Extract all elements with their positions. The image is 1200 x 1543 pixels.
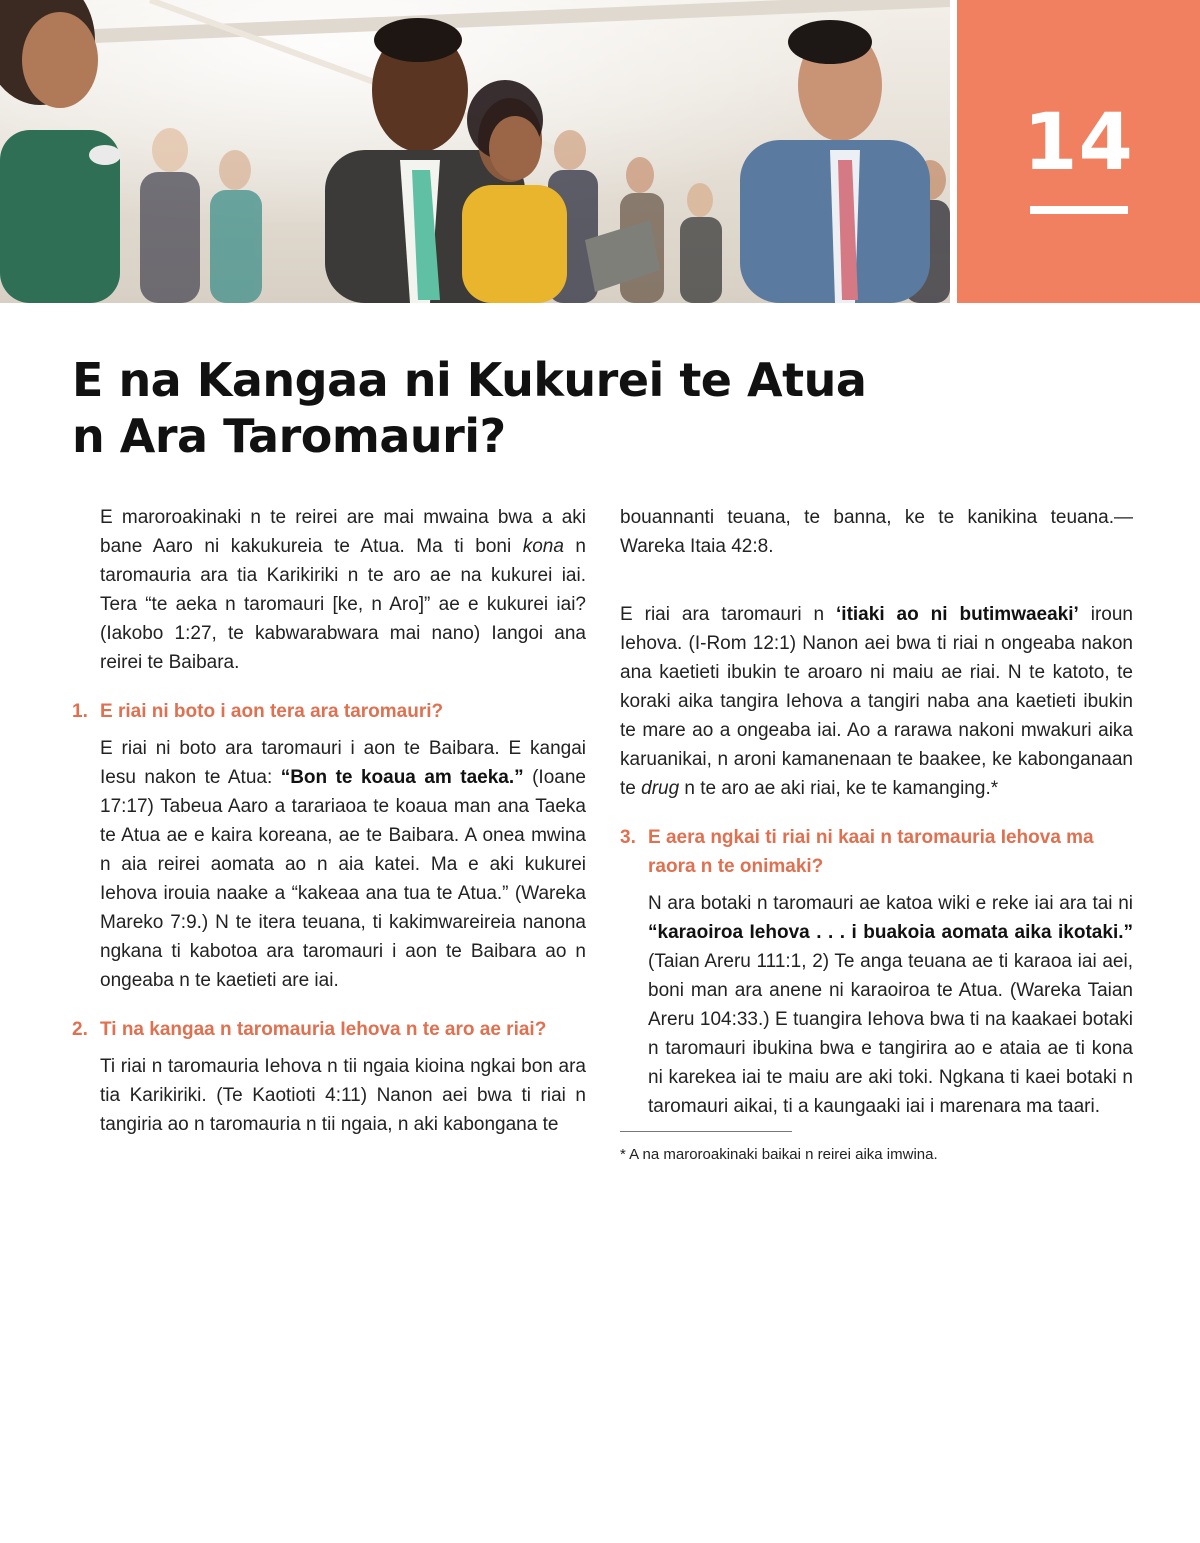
q2-p2-text-1: E riai ara taromauri n (620, 604, 837, 625)
congregation-singing-photo-icon (0, 0, 950, 303)
page-title-line2: n Ara Taromauri? (72, 409, 506, 463)
q2-p2-text-3: n te aro ae aki riai, ke te kamanging.* (679, 778, 999, 799)
question-1-text: E riai ni boto i aon tera ara taromauri? (100, 701, 444, 722)
question-2-paragraph-2 (620, 600, 1133, 803)
chapter-rule (1030, 206, 1128, 214)
intro-emphasis: kona (522, 536, 564, 557)
question-2-heading (72, 1015, 586, 1044)
question-1-heading (72, 697, 586, 726)
question-3-paragraph (620, 889, 1133, 1121)
question-2-text: Ti na kangaa n taromauria Iehova n te aro ae riai? (100, 1019, 547, 1040)
intro-text-1: E maroroakinaki n te reirei are mai mwaina bwa a aki bane Aaro ni kakukureia te Atua. Ma ti boni (100, 507, 586, 557)
question-3-number: 3. (620, 827, 636, 848)
question-2-paragraph-1-continued (620, 503, 1133, 590)
footnote-divider (620, 1131, 792, 1132)
footnote: * A na maroroakinaki baikai n reirei aika imwina. (620, 1146, 938, 1163)
question-3-text: E aera ngkai ti riai ni kaai n taromauria Iehova ma raora n te onimaki? (648, 827, 1094, 877)
question-2-paragraph-1: Ti riai n taromauria Iehova n tii ngaia kioina ngkai bon ara tia Karikiriki. (Te Kaotioti 4:11) Nanon aei bwa ti riai n tangiria ao n taromauria n tii ngaia, n aki kabongana te (100, 1056, 586, 1135)
q2-p2-text-2: iroun Iehova. (I-Rom 12:1) Nanon aei bwa ti riai n ongeaba nakon ana kaetieti ibukin te aroaro ni maiu ae riai. N te katoto, te koraki aika tangira Iehova a tangiri naba ana kaetieti ibukin te mare ao a ongeaba iai. Ao a rarawa nakoni mwakuri aika karuanikai, n aroni kamanenaan te baakee, ke kabonganaan te (620, 604, 1133, 799)
left-column (72, 503, 586, 1149)
chapter-number: 14 (1023, 98, 1134, 188)
right-column (620, 503, 1133, 1166)
q2-p2-emphasis: drug (641, 778, 680, 799)
page-title (72, 352, 972, 464)
q2-p2-bold: ‘itiaki ao ni butimwaeaki’ (836, 604, 1079, 625)
chapter-box (957, 0, 1200, 303)
q1-bold-quote: “Bon te koaua am taeka.” (280, 767, 524, 788)
question-1-number: 1. (72, 701, 88, 722)
q1-text-2: (Ioane 17:17) Tabeua Aaro a tarariaoa te koaua man ana Taeka te Atua ae e kaira koreana, ae te Baibara. A onea mwina n aia reirei aomata ao n aia katei. Ma e aki kukurei Iehova irouia naake a “kakeaa ana tua te Atua.” (Wareka Mareko 7:9.) N te itera teuana, ti kakimwareireia nanona ngkana ti kabotoa ara taromauri i aon te Baibara ao n ongeaba n te kaetieti are iai. (100, 767, 586, 991)
intro-text-2: n taromauria ara tia Karikiriki n te aro ae na kukurei iai. Tera “te aeka n taromauri [ke, n Aro]” ae e kukurei iai? (Iakobo 1:27, te kabwarabwara mai nano) Iangoi ana reirei te Baibara. (100, 536, 586, 673)
q3-text-1: N ara botaki n taromauri ae katoa wiki e reke iai ara tai ni (648, 893, 1133, 914)
q1-text-1: E riai ni boto ara taromauri i aon te Baibara. E kangai Iesu nakon te Atua: (100, 738, 586, 788)
q3-bold-quote: “karaoiroa Iehova . . . i buakoia aomata aika ikotaki.” (648, 922, 1133, 943)
question-2-number: 2. (72, 1019, 88, 1040)
page-title-line1: E na Kangaa ni Kukurei te Atua (72, 353, 867, 407)
question-1-paragraph (72, 734, 586, 995)
intro-paragraph (72, 503, 586, 677)
q3-text-2: (Taian Areru 111:1, 2) Te anga teuana ae ti karaoa iai aei, boni man ara anene ni karaoiroa te Atua. (Wareka Taian Areru 104:33.) E tuangira Iehova bwa ti na kaakaei botaki n taromauri ibukina bwa e tangirira ao e ataia ae ti kona ni karekea iai te maiu are aki toki. Ngkana ti kaei botaki n taromauri aikai, ti a kaungaaki iai i marenara ma taari. (648, 951, 1133, 1117)
question-3-heading (620, 823, 1133, 881)
header-photo (0, 0, 950, 303)
q2-p1-continuation: bouannanti teuana, te banna, ke te kanikina teuana.—Wareka Itaia 42:8. (620, 507, 1133, 557)
